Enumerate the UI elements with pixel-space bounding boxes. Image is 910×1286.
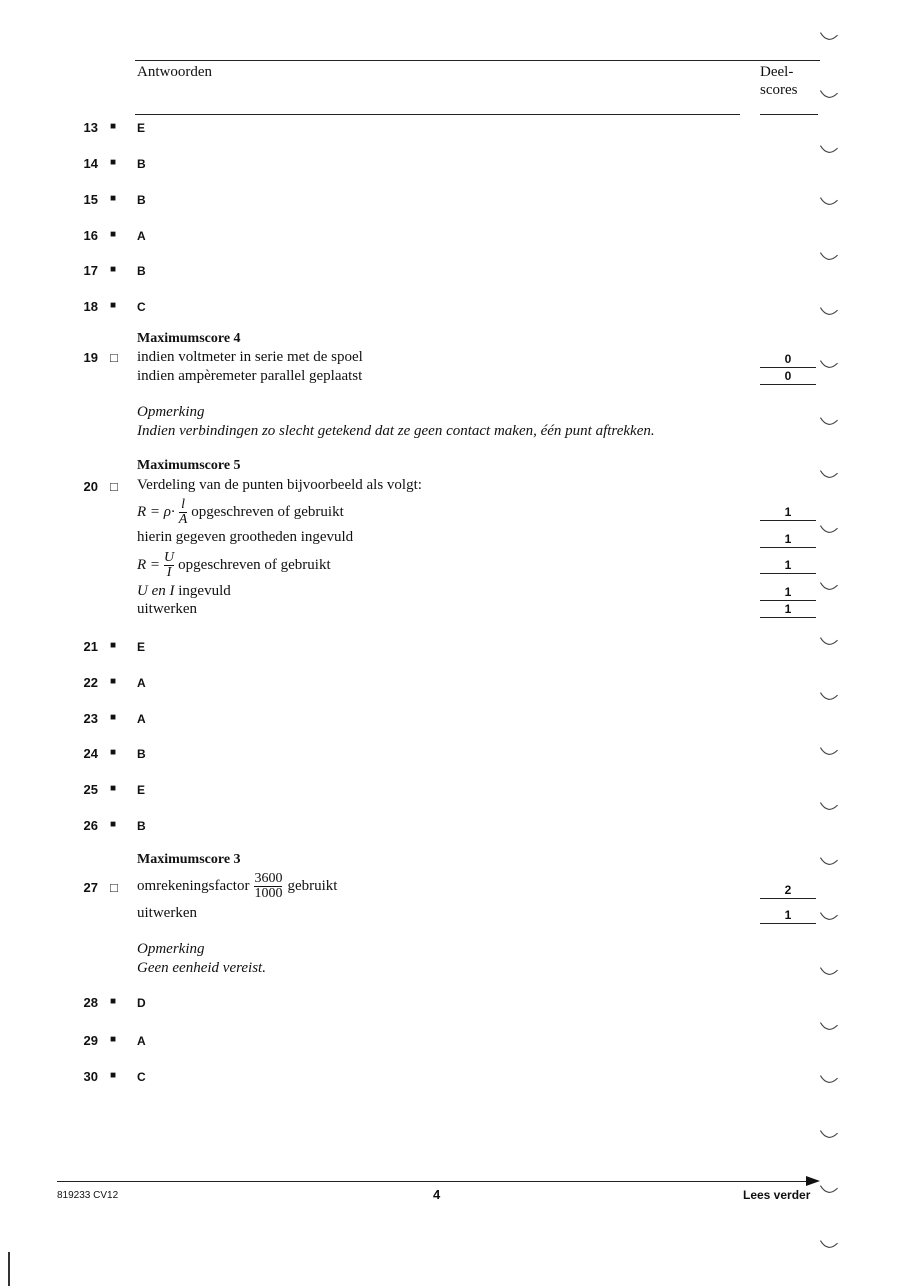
scores-heading-line1: Deel-: [760, 64, 794, 80]
question-17-answer: B: [137, 264, 146, 278]
question-25-answer: E: [137, 783, 146, 797]
q20-formula-1-num: l: [181, 496, 185, 512]
question-18-answer: C: [137, 300, 146, 314]
q19-number: 19: [83, 350, 98, 365]
question-26-number: 26: [83, 818, 98, 833]
q19-line-1: indien voltmeter in serie met de spoel: [137, 349, 363, 365]
question-13-mc-marker: ■: [110, 121, 117, 132]
question-25-number: 25: [83, 782, 98, 797]
q19-line-2: indien ampèremeter parallel geplaatst: [137, 368, 363, 384]
check-mark-icon: [818, 1183, 840, 1195]
check-mark-icon: [818, 88, 840, 100]
check-mark-icon: [818, 855, 840, 867]
q27-fraction-num: 3600: [254, 870, 283, 886]
question-30-answer: C: [137, 1070, 146, 1084]
q20-formula-1-fraction: [179, 498, 188, 527]
q27-note-text: Geen eenheid vereist.: [137, 960, 266, 976]
q20-open-marker: □: [110, 479, 118, 494]
scores-heading-line2: scores: [760, 82, 798, 98]
q20-line-4-vars: U en I: [137, 583, 175, 599]
page-number: 4: [433, 1187, 441, 1202]
check-mark-icon: [818, 358, 840, 370]
question-13-number: 13: [83, 120, 98, 135]
q20-score-5: 1: [760, 602, 816, 618]
q20-formula-1-rest: opgeschreven of gebruikt: [191, 503, 344, 520]
question-30-number: 30: [83, 1069, 98, 1084]
question-18-mc-marker: ■: [110, 300, 117, 311]
q20-line-4: [137, 583, 231, 600]
question-16-mc-marker: ■: [110, 229, 117, 240]
q20-formula-1-lhs: R = ρ·: [137, 503, 175, 520]
q20-score-3: 1: [760, 558, 816, 574]
q19-note-title: Opmerking: [137, 404, 205, 420]
q20-formula-2-lhs: R =: [137, 556, 161, 573]
question-14-number: 14: [83, 156, 98, 171]
question-22-number: 22: [83, 675, 98, 690]
q20-formula-2-num: U: [164, 549, 175, 565]
q27-fraction-den: 1000: [254, 885, 283, 901]
question-17-mc-marker: ■: [110, 264, 117, 275]
question-28-answer: D: [137, 996, 146, 1010]
check-mark-icon: [818, 965, 840, 977]
q20-formula-2-fraction: [164, 551, 174, 580]
check-mark-icon: [818, 580, 840, 592]
check-mark-icon: [818, 415, 840, 427]
q20-formula-2-den: I: [164, 565, 174, 580]
question-24-answer: B: [137, 747, 146, 761]
question-21-mc-marker: ■: [110, 640, 117, 651]
q20-max-score: Maximumscore 5: [137, 458, 241, 473]
question-23-mc-marker: ■: [110, 712, 117, 723]
q27-line-1-post: gebruikt: [287, 877, 338, 894]
q27-number: 27: [83, 880, 98, 895]
question-15-answer: B: [137, 193, 146, 207]
q20-formula-2-rest: opgeschreven of gebruikt: [178, 556, 331, 573]
question-24-number: 24: [83, 746, 98, 761]
q27-line-2: uitwerken: [137, 905, 197, 921]
q20-line-4-rest: ingevuld: [178, 583, 231, 599]
check-mark-icon: [818, 195, 840, 207]
header-score-rule: [760, 114, 818, 115]
question-23-answer: A: [137, 712, 146, 726]
q20-line-1: [137, 496, 344, 528]
q20-formula-1-den: A: [178, 511, 188, 527]
check-mark-icon: [818, 305, 840, 317]
check-mark-icon: [818, 800, 840, 812]
question-21-answer: E: [137, 640, 146, 654]
check-mark-icon: [818, 250, 840, 262]
q20-line-3: [137, 549, 331, 581]
question-18-number: 18: [83, 299, 98, 314]
question-29-number: 29: [83, 1033, 98, 1048]
question-15-number: 15: [83, 192, 98, 207]
arrow-right-icon: [806, 1174, 820, 1188]
q20-score-4: 1: [760, 585, 816, 601]
question-28-mc-marker: ■: [110, 996, 117, 1007]
q27-fraction: [254, 872, 282, 901]
question-23-number: 23: [83, 711, 98, 726]
q27-line-1-pre: omrekeningsfactor: [137, 877, 250, 894]
question-25-mc-marker: ■: [110, 783, 117, 794]
q27-open-marker: □: [110, 880, 118, 895]
check-mark-icon: [818, 30, 840, 42]
scan-edge-mark: [8, 1252, 10, 1286]
q27-max-score: Maximumscore 3: [137, 852, 241, 867]
question-29-answer: A: [137, 1034, 146, 1048]
q19-score-2: 0: [760, 369, 816, 385]
answers-heading: Antwoorden: [137, 64, 212, 80]
q27-line-1: [137, 868, 337, 904]
check-mark-icon: [818, 1128, 840, 1140]
check-mark-icon: [818, 745, 840, 757]
check-mark-icon: [818, 910, 840, 922]
check-mark-icon: [818, 523, 840, 535]
q19-open-marker: □: [110, 350, 118, 365]
q20-score-1: 1: [760, 505, 816, 521]
check-mark-icon: [818, 143, 840, 155]
header-top-rule: [135, 60, 820, 61]
header-bottom-rule: [135, 114, 740, 115]
question-13-answer: E: [137, 121, 146, 135]
q20-intro: Verdeling van de punten bijvoorbeeld als volgt:: [137, 477, 422, 493]
q20-line-5: uitwerken: [137, 601, 197, 617]
q19-note-text: Indien verbindingen zo slecht getekend dat ze geen contact maken, één punt aftrekken.: [137, 423, 655, 439]
q19-score-1: 0: [760, 352, 816, 368]
question-21-number: 21: [83, 639, 98, 654]
q20-number: 20: [83, 479, 98, 494]
check-mark-icon: [818, 690, 840, 702]
question-14-mc-marker: ■: [110, 157, 117, 168]
question-29-mc-marker: ■: [110, 1034, 117, 1045]
q19-max-score: Maximumscore 4: [137, 331, 241, 346]
question-24-mc-marker: ■: [110, 747, 117, 758]
question-17-number: 17: [83, 263, 98, 278]
q20-score-2: 1: [760, 532, 816, 548]
question-28-number: 28: [83, 995, 98, 1010]
question-22-answer: A: [137, 676, 146, 690]
question-26-mc-marker: ■: [110, 819, 117, 830]
question-15-mc-marker: ■: [110, 193, 117, 204]
footer-code: 819233 CV12: [57, 1190, 119, 1201]
q27-score-1: 2: [760, 883, 816, 899]
question-14-answer: B: [137, 157, 146, 171]
question-22-mc-marker: ■: [110, 676, 117, 687]
check-mark-icon: [818, 1020, 840, 1032]
question-16-number: 16: [83, 228, 98, 243]
next-page-label: Lees verder: [743, 1188, 811, 1202]
check-mark-icon: [818, 1073, 840, 1085]
q27-score-2: 1: [760, 908, 816, 924]
question-26-answer: B: [137, 819, 146, 833]
q27-note-title: Opmerking: [137, 941, 205, 957]
q20-line-2: hierin gegeven grootheden ingevuld: [137, 529, 354, 545]
check-mark-icon: [818, 635, 840, 647]
footer-rule: [57, 1181, 809, 1182]
check-mark-icon: [818, 1238, 840, 1250]
question-30-mc-marker: ■: [110, 1070, 117, 1081]
check-mark-icon: [818, 468, 840, 480]
question-16-answer: A: [137, 229, 146, 243]
